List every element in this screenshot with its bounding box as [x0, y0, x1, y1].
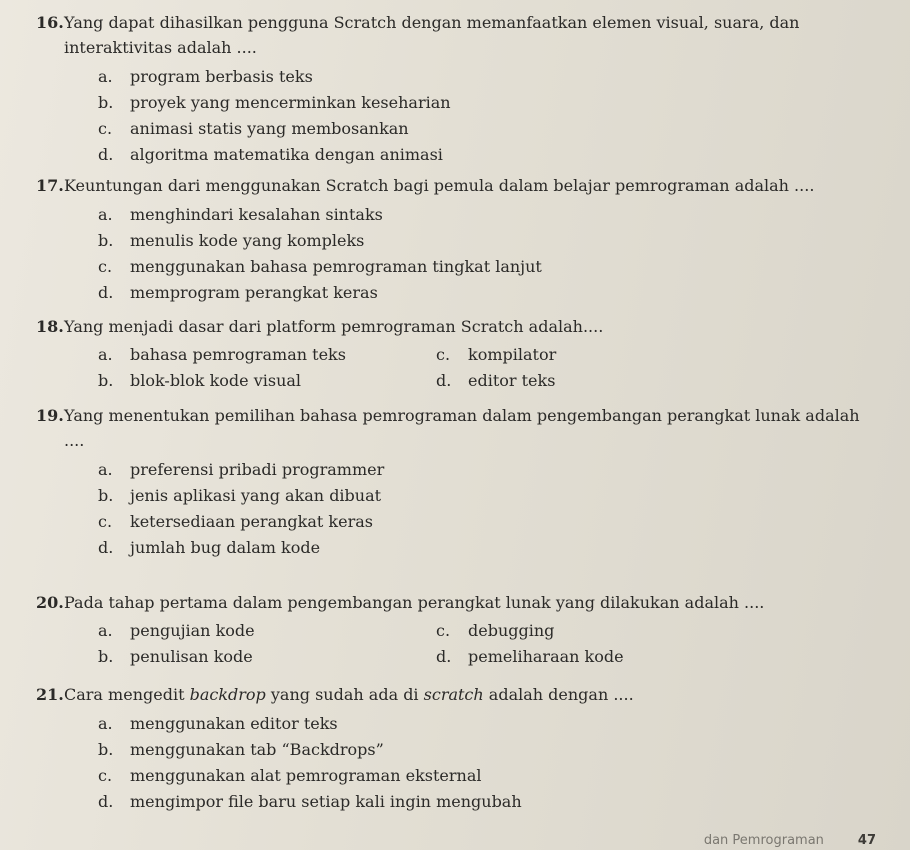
option-grid — [98, 617, 866, 669]
option-a: a. program berbasis teks — [98, 66, 313, 86]
question-16 — [36, 10, 866, 167]
option-list — [98, 201, 866, 305]
option-c: c. debugging — [436, 620, 555, 640]
question-text: Yang menentukan pemilihan bahasa pemrograman dalam pengembangan perangkat lunak adalah .... — [64, 406, 860, 450]
option-d: d. mengimpor file baru setiap kali ingin mengubah — [98, 791, 522, 811]
question-18 — [36, 314, 866, 393]
option-a: a. menggunakan editor teks — [98, 713, 338, 733]
footer-label: dan Pemrograman — [703, 833, 824, 848]
option-list — [98, 63, 866, 167]
option-b: b. menggunakan tab “Backdrops” — [98, 739, 384, 759]
option-list — [98, 710, 866, 814]
option-b: b. blok-blok kode visual — [98, 370, 302, 390]
option-b: b. jenis aplikasi yang akan dibuat — [98, 485, 382, 505]
option-d: d. editor teks — [436, 370, 556, 390]
option-grid — [98, 341, 866, 393]
page-number: 47 — [857, 833, 876, 848]
question-number: 16. — [36, 13, 64, 32]
question-number: 17. — [36, 176, 64, 195]
option-d: d. memprogram perangkat keras — [98, 282, 378, 302]
option-c: c. menggunakan alat pemrograman eksternal — [98, 765, 482, 785]
page-footer — [704, 833, 876, 848]
question-20 — [36, 590, 866, 669]
question-17 — [36, 173, 866, 305]
option-d: d. jumlah bug dalam kode — [98, 537, 321, 557]
question-21 — [36, 682, 866, 814]
question-19 — [36, 403, 866, 560]
question-text: Keuntungan dari menggunakan Scratch bagi pemula dalam belajar pemrograman adalah .... — [64, 176, 815, 195]
option-a: a. pengujian kode — [98, 620, 255, 640]
option-d: d. algoritma matematika dengan animasi — [98, 144, 443, 164]
question-number: 19. — [36, 406, 64, 425]
question-number: 20. — [36, 593, 64, 612]
question-text: Cara mengedit backdrop yang sudah ada di scratch adalah dengan .... — [64, 685, 634, 704]
question-text: Yang menjadi dasar dari platform pemrograman Scratch adalah.... — [64, 317, 604, 336]
option-d: d. pemeliharaan kode — [436, 646, 624, 666]
option-a: a. menghindari kesalahan sintaks — [98, 204, 383, 224]
question-text: Yang dapat dihasilkan pengguna Scratch dengan memanfaatkan elemen visual, suara, dan interaktivitas adalah .... — [64, 13, 800, 57]
option-c: c. menggunakan bahasa pemrograman tingkat lanjut — [98, 256, 542, 276]
question-text: Pada tahap pertama dalam pengembangan perangkat lunak yang dilakukan adalah .... — [64, 593, 765, 612]
option-b: b. menulis kode yang kompleks — [98, 230, 365, 250]
option-a: a. bahasa pemrograman teks — [98, 344, 346, 364]
question-number: 18. — [36, 317, 64, 336]
option-b: b. penulisan kode — [98, 646, 253, 666]
question-number: 21. — [36, 685, 64, 704]
option-b: b. proyek yang mencerminkan keseharian — [98, 92, 451, 112]
option-c: c. animasi statis yang membosankan — [98, 118, 409, 138]
option-list — [98, 456, 866, 560]
option-c: c. ketersediaan perangkat keras — [98, 511, 373, 531]
option-c: c. kompilator — [436, 344, 557, 364]
option-a: a. preferensi pribadi programmer — [98, 459, 385, 479]
